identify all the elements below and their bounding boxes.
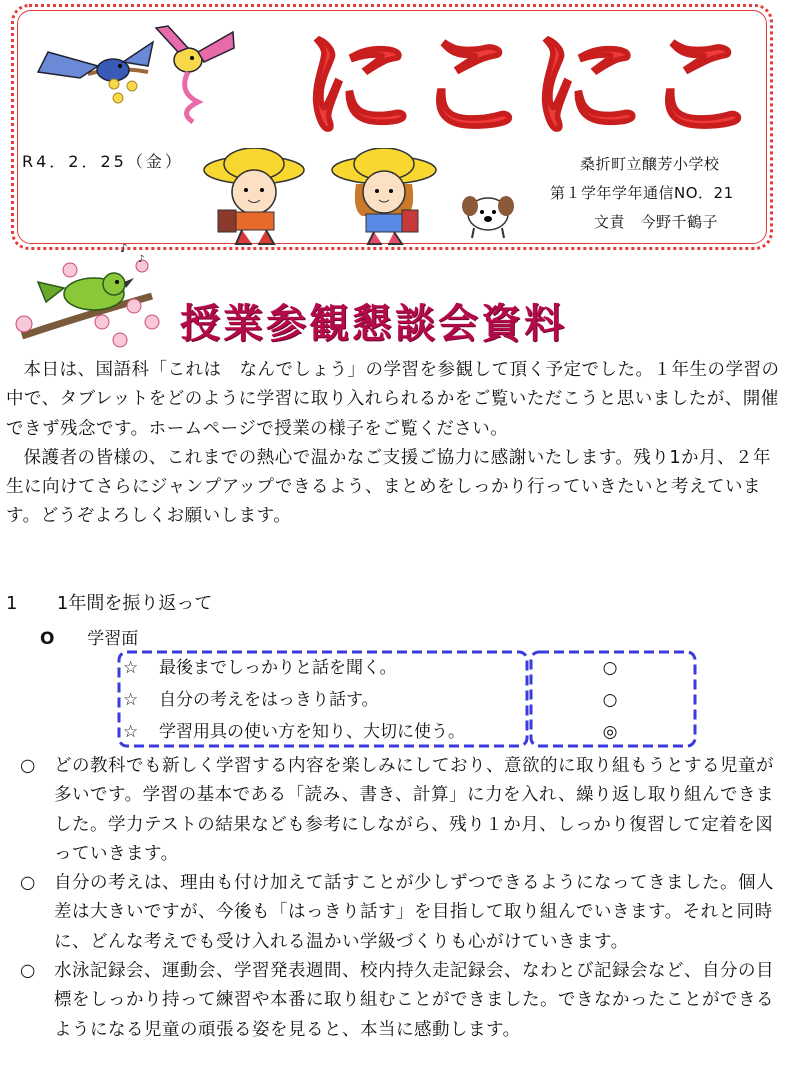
sub-heading (40, 624, 138, 649)
bullet-item (20, 752, 780, 869)
evaluation-mark: ○ (602, 690, 618, 710)
intro-paragraph-2: 保護者の皆様の、これまでの熱心で温かなご支援ご協力に感謝いたします。残り1か月、２年生に向けてさらにジャンプアップできるよう、まとめをしっかり行っていきたいと考えています。どうぞよろしくお願いします。 (6, 447, 772, 527)
sub-heading-marker: O (40, 629, 55, 649)
section-number: 1 (6, 593, 18, 614)
intro-text (6, 356, 782, 532)
bullet-item (20, 957, 780, 1045)
bullet-item (20, 869, 780, 957)
intro-paragraph-1: 本日は、国語科「これは なんでしょう」の学習を参観して頂く予定でした。１年生の学習の中で、タブレットをどのように学習に取り入れられるかをご覧いただこうと思いましたが、開催できず残念です。ホームページで授業の様子をご覧ください。 (6, 360, 780, 439)
newsletter-number: 第１学年学年通信NO．21 (550, 184, 734, 202)
children-illustration (192, 148, 537, 248)
issue-date: R4．2．25（金） (22, 152, 184, 171)
reflection-bullets (20, 752, 780, 1045)
evaluation-mark: ◎ (602, 722, 618, 742)
checklist-item-text: 最後までしっかりと話を聞く。 (159, 658, 397, 678)
document-title: 授業参観懇談会資料 (180, 301, 567, 347)
bullet-marker: ○ (20, 873, 36, 894)
author-line: 文責 今野千鶴子 (594, 213, 719, 231)
checklist-row (117, 652, 697, 684)
bullet-marker: ○ (20, 756, 36, 776)
star-icon: ☆ (123, 658, 139, 678)
title-text: にこにこ (300, 18, 758, 144)
star-icon: ☆ (123, 722, 139, 742)
section-title: 1年間を振り返って (56, 593, 213, 614)
checklist-table (117, 650, 697, 748)
sub-heading-title: 学習面 (87, 629, 139, 649)
school-info (550, 150, 734, 237)
birds-illustration (28, 22, 248, 132)
checklist-row (117, 716, 697, 748)
bullet-marker: ○ (20, 961, 36, 982)
checklist-row (117, 684, 697, 716)
star-icon: ☆ (123, 690, 139, 710)
bullet-text: 水泳記録会、運動会、学習発表週間、校内持久走記録会、なわとび記録会など、自分の目標をしっかり持って練習や本番に取り組むことができました。できなかったことができるようになる児童の頑張る姿を見ると、本当に感動します。 (54, 961, 774, 1040)
school-name: 桑折町立醸芳小学校 (580, 155, 720, 173)
bullet-text: 自分の考えは、理由も付け加えて話すことが少しずつできるようになってきました。個人差は大きいですが、今後も「はっきり話す」を目指して取り組んでいきます。それと同時に、どんな考えでも受け入れる温かい学級づくりも心がけていきます。 (54, 873, 774, 952)
bird-branch-illustration (2, 236, 180, 356)
section-heading (6, 589, 212, 615)
checklist-item-text: 学習用具の使い方を知り、大切に使う。 (159, 722, 465, 742)
bullet-text: どの教科でも新しく学習する内容を楽しみにしており、意欲的に取り組もうとする児童が多いです。学習の基本である「読み、書き、計算」に力を入れ、繰り返し取り組んできました。学力テストの結果なども参考にしながら、残り１か月、しっかり復習して定着を図っていきます。 (54, 756, 774, 864)
evaluation-mark: ○ (602, 658, 618, 678)
svg-text:♪: ♪ (120, 241, 128, 255)
newsletter-logo-title (300, 18, 760, 144)
checklist-item-text: 自分の考えをはっきり話す。 (159, 690, 379, 710)
svg-text:♪: ♪ (138, 254, 145, 265)
